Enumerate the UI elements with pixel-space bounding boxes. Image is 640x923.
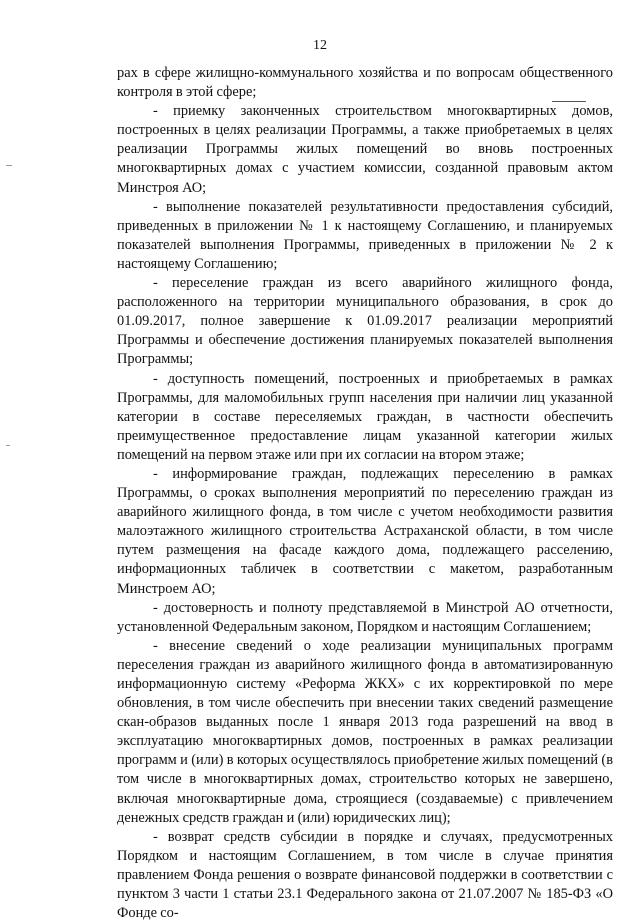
margin-mark [6,165,12,166]
paragraph: - внесение сведений о ходе реализации муниципальных программ переселения граждан из аварийного жилищного фонда в автоматизированную информационную систему «Реформа ЖКХ» с их корректировкой по мере обновления, в том числе обеспечить при внесении таких сведений размещение скан-образов выданных после 1 января 2013 года разрешений на ввод в эксплуатацию многоквартирных домов, построенных в рамках реализации программ и (или) в которых осуществлялось приобретение жилых помещений (в том числе в многоквартирных домах, строительство которых не завершено, включая многоквартирные дома, строящиеся (создаваемые) с привлечением денежных средств граждан и (или) юридических лиц); [117,637,613,826]
page-number: 12 [313,38,327,53]
paragraph: рах в сфере жилищно-коммунального хозяйства и по вопросам общественного контроля в этой сфере; [117,65,613,101]
paragraph: - переселение граждан из всего аварийного жилищного фонда, расположенного на территории муниципального образования, в срок до 01.09.2017, полное завершение к 01.09.2017 реализации мероприятий Программы и обеспечение достижения планируемых показателей выполнения Программы; [117,275,613,368]
paragraph: - достоверность и полноту представляемой в Минстрой АО отчетности, установленной Федеральным законом, Порядком и настоящим Соглашением; [117,599,613,635]
paragraph: - возврат средств субсидии в порядке и случаях, предусмотренных Порядком и настоящим Соглашением, в том числе в случае принятия правлением Фонда решения о возврате финансовой поддержки в соответствии с пунктом 3 части 1 статьи 23.1 Федерального закона от 21.07.2007 № 185-ФЗ «О Фонде со- [117,828,613,922]
paragraph: - доступность помещений, построенных и приобретаемых в рамках Программы, для маломобильных групп населения при наличии лиц указанной категории в составе переселяемых граждан, в частности обеспечить преимущественное предоставление лицам указанной категории жилых помещений на первом этаже или при их согласии на втором этаже; [117,370,613,463]
paragraph: - выполнение показателей результативности предоставления субсидий, приведенных в приложении № 1 к настоящему Соглашению, и планируемых показателей выполнения Программы, приведенных в приложении № 2 к настоящему Соглашению; [117,198,613,272]
paragraph: - информирование граждан, подлежащих переселению в рамках Программы, о сроках выполнения мероприятий по переселению граждан из аварийного жилищного фонда, в том числе с учетом необходимости развития малоэтажного жилищного строительства Астраханской области, в том числе путем размещения на фасаде каждого дома, подлежащего расселению, информационных табличек в соответствии с макетом, разработанным Минстроем АО; [117,465,613,597]
paragraph: - приемку законченных строительством многоквартирных домов, построенных в целях реализации Программы, а также приобретаемых в целях реализации Программы жилых помещений во вновь построенных многоквартирных домах с участием комиссии, созданной правовым актом Минстроя АО; [117,103,613,196]
margin-mark [6,445,10,446]
document-body [117,64,613,923]
